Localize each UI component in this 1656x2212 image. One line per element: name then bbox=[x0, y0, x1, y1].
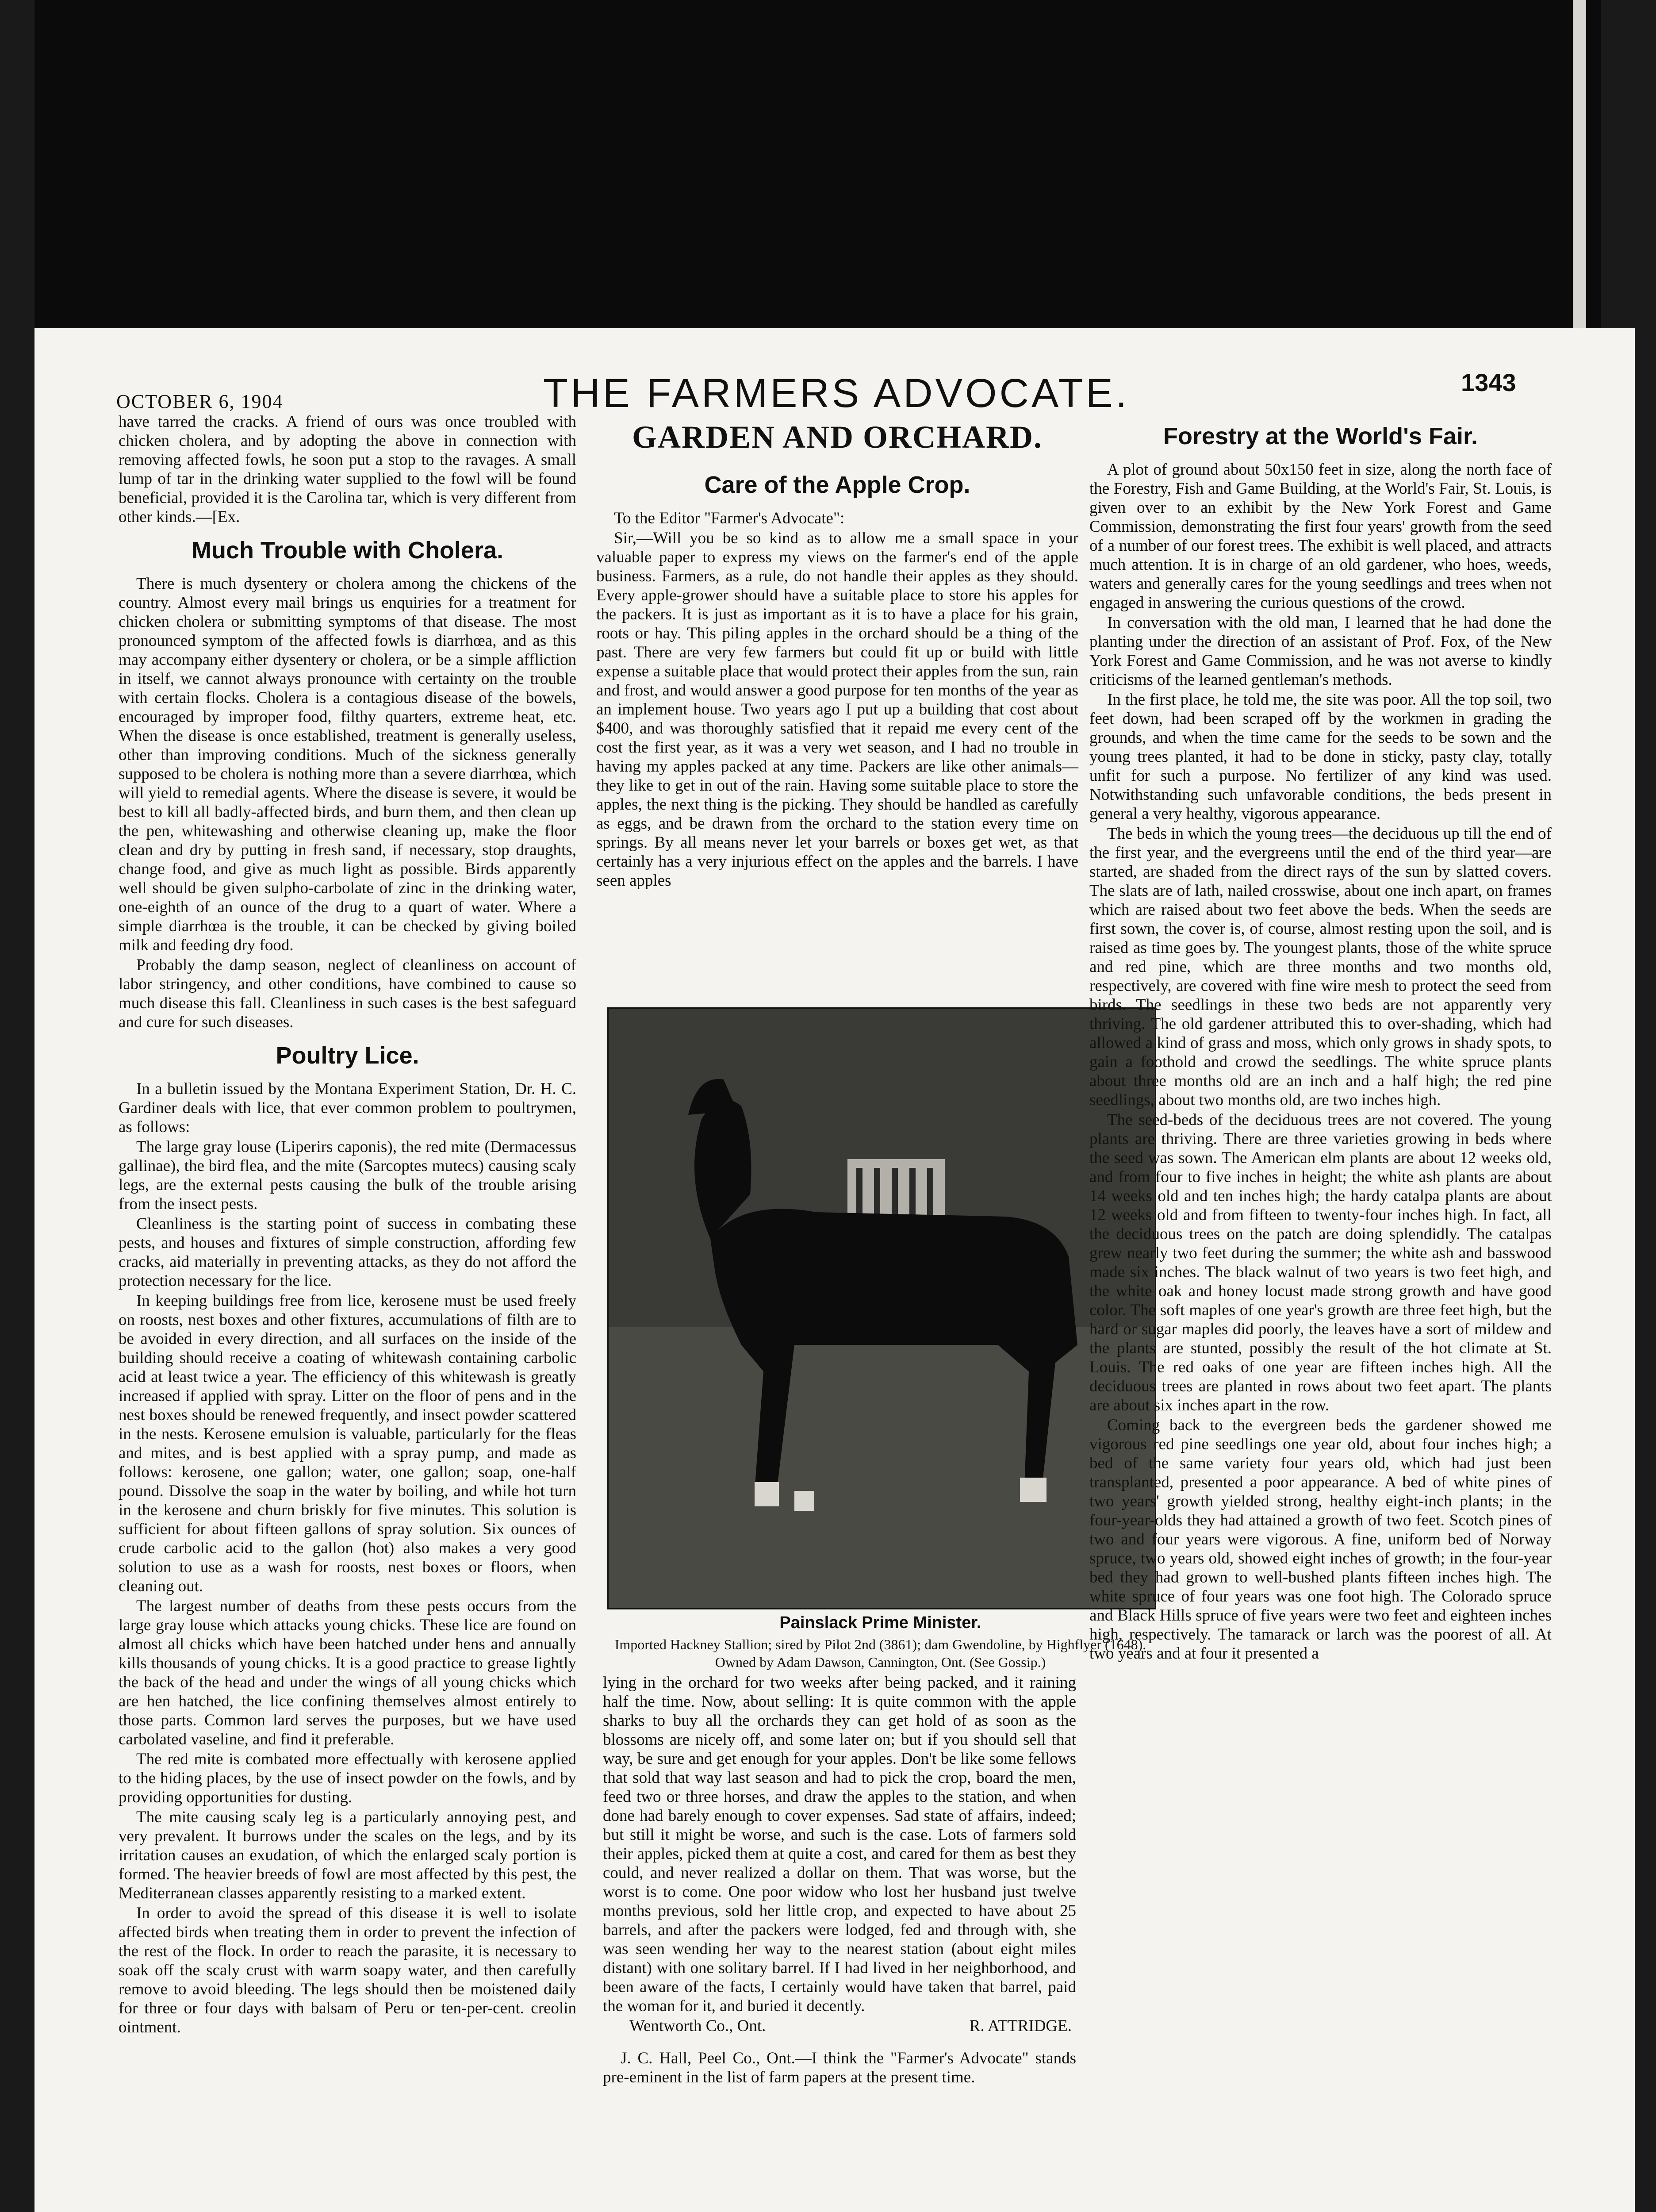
paragraph: The beds in which the young trees—the deciduous up till the end of the first year, and the evergreens until the end of the third year—are started, are shaded from the direct rays of the sun by slatted covers. The slats are of lath, nailed crosswise, about one inch apart, on frames which are raised about two feet above the beds. When the seeds are first sown, the cover is, of course, almost resting upon the soil, and is raised as time goes by. The youngest plants, those of the white spruce and red pine, which are three months and two months old, respectively, are covered with fine wire mesh to protect the seed from birds. The seedlings in these two beds are not apparently very thriving. The old gardener attributed this to over-shading, which had allowed a kind of grass and moss, which only grows in shady spots, to gain a foothold and crowd the seedlings. The white spruce plants about three months old are an inch and a half high; the red pine seedlings, about two months old, are two inches high. bbox=[1089, 825, 1552, 1109]
paragraph: lying in the orchard for two weeks after being packed, and it raining half the time. Now, about selling: It is quite common with the apple sharks to buy all the orchards they can get hold of as soon as the blossoms are nicely off, and some later on; but if you should sell that way, be sure and get enough for your apples. Don't be like some fellows that sold that way last season and had to pick the crop, board the men, feed two or three horses, and draw the apples to the station, and when done had barely enough to cover expenses. Sad state of affairs, indeed; but still it might be worse, and such is the case. Lots of farmers sold their apples, picked them at quite a cost, and cared for them as best they could, and never realized a dollar on them. That was worse, but the worst is to come. One poor widow who lost her husband just twelve months previous, sold her little crop, and expected to have about 25 barrels, and after the packers were lodged, fed and through with, she was seen wending her way to the nearest station (about eight miles distant) with one solitary barrel. If I had lived in her neighborhood, and been aware of the facts, I certainly would have taken that barrel, paid the woman for it, and buried it decently. bbox=[603, 1674, 1076, 2015]
article-intro: have tarred the cracks. A friend of ours was once troubled with chicken cholera, and by adopting the above in connection with removing affected fowls, he soon put a stop to the ravages. A small lump of tar in the drinking water supplied to the fowl will be found beneficial, provided it is the Carolina tar, which is very different from other kinds.—[Ex. bbox=[119, 413, 576, 526]
paragraph: In conversation with the old man, I learned that he had done the planting under the direction of an assistant of Prof. Fox, of the New York Forest and Game Commission, and he was not averse to kindly criticisms of the learned gentleman's methods. bbox=[1089, 614, 1552, 689]
issue-date: OCTOBER 6, 1904 bbox=[116, 391, 284, 412]
scan-margin-left bbox=[0, 0, 34, 2212]
photo-caption-line: Imported Hackney Stallion; sired by Pilot 2nd (3861); dam Gwendoline, by Highflyer (1648). bbox=[614, 1636, 1146, 1652]
paragraph: The mite causing scaly leg is a particularly annoying pest, and very prevalent. It burrows under the scales on the legs, and by its irritation causes an exudation, of which the enlarged scaly portion is formed. The heavier breeds of fowl are most affected by this pest, the Mediterranean classes apparently resisting to a marked extent. bbox=[119, 1808, 576, 1902]
paragraph: A plot of ground about 50x150 feet in size, along the north face of the Forestry, Fish and Game Building, at the World's Fair, St. Louis, is given over to an exhibit by the New York Forest and Game Commission, demonstrating the first four years' growth from the seed of a number of our forest trees. The exhibit is well placed, and attracts much attention. It is in charge of an old gardener, who hoes, weeds, waters and generally cares for the young seedlings and trees when not engaged in answering the curious questions of the crowd. bbox=[1089, 461, 1552, 612]
photo-caption-line: Owned by Adam Dawson, Cannington, Ont. (See Gossip.) bbox=[715, 1654, 1046, 1670]
paragraph: Cleanliness is the starting point of success in combating these pests, and houses and fixtures of simple construction, affording few cracks, aid materially in preventing attacks, as they do not afford the protection necessary for the lice. bbox=[119, 1215, 576, 1290]
publication-title: THE FARMERS ADVOCATE. bbox=[543, 371, 1130, 416]
paragraph: In order to avoid the spread of this disease it is well to isolate affected birds when treating them in order to prevent the infection of the rest of the flock. In order to reach the parasite, it is necessary to soak off the scaly crust with warm soapy water, and then carefully remove to avoid bleeding. The legs should then be moistened daily for three or four days with balsam of Peru or ten-per-cent. creolin ointment. bbox=[119, 1904, 576, 2036]
section-title: GARDEN AND ORCHARD. bbox=[632, 419, 1043, 455]
paragraph: In the first place, he told me, the site was poor. All the top soil, two feet down, had been scraped off by the workmen in grading the grounds, and when the time came for the seeds to be sown and the young trees planted, it had to be done in sticky, pasty clay, totally unfit for such a purpose. No fertilizer of any kind was used. Notwithstanding such unfavorable conditions, the beds present in general a very healthy, vigorous appearance. bbox=[1089, 691, 1552, 823]
column-middle-bottom bbox=[603, 1673, 1076, 2088]
column-left bbox=[119, 412, 576, 2038]
horse-photograph bbox=[607, 1007, 1156, 1609]
photo-caption-title: Painslack Prime Minister. bbox=[779, 1613, 981, 1632]
column-middle-top bbox=[596, 461, 1078, 891]
paragraph: Sir,—Will you be so kind as to allow me a small space in your valuable paper to express my views on the farmer's end of the apple business. Farmers, as a rule, do not handle their apples as they should. Every apple-grower should have a suitable place to store his apples for the packers. It is just as important as it is to have a place for his grain, roots or hay. This piling apples in the orchard should be a thing of the past. There are very few farmers but could fit up or build with little expense a suitable place that would protect their apples from the sun, rain and frost, and would answer a good purpose for ten months of the year as an implement house. Two years ago I put up a building that cost about $400, and was thoroughly satisfied that it repaid me every cent of the cost the first year, as it was a very wet season, and I had no trouble in having my apples packed at any time. Packers are like other animals—they like to get in out of the rain. Having some suitable place to store the apples, the next thing is the picking. They should be handled as carefully as eggs, and be drawn from the orchard to the station every time on springs. By all means never let your barrels or boxes get wet, as that certainly has a very injurious effect on the apples and the barrels. I have seen apples bbox=[596, 529, 1078, 890]
paragraph: In a bulletin issued by the Montana Experiment Station, Dr. H. C. Gardiner deals with lice, that ever common problem to poultrymen, as follows: bbox=[119, 1080, 576, 1136]
signature-place: Wentworth Co., Ont. bbox=[629, 2017, 766, 2035]
signature-line bbox=[603, 2016, 1076, 2035]
paragraph: The large gray louse (Liperirs caponis), the red mite (Dermacessus gallinae), the bird flea, and the mite (Sarcoptes mutecs) causing scaly legs, are the external pests causing the bulk of the trouble arising from the insect pests. bbox=[119, 1138, 576, 1213]
editor-salutation: To the Editor "Farmer's Advocate": bbox=[614, 509, 845, 527]
headline-cholera: Much Trouble with Cholera. bbox=[191, 537, 504, 564]
paragraph: J. C. Hall, Peel Co., Ont.—I think the "Farmer's Advocate" stands pre-eminent in the list of farm papers at the present time. bbox=[603, 2049, 1076, 2086]
paragraph: Coming back to the evergreen beds the gardener showed me vigorous red pine seedlings one year old, about four inches high; a bed of the same variety four years old, which had just been transplanted, presented a poor appearance. A bed of white pines of two years' growth yielded strong, healthy eight-inch plants; in the four-year-olds they had attained a growth of two feet. Scotch pines of two and four years were vigorous. A fine, uniform bed of Norway spruce, two years old, showed eight inches of growth; in the four-year bed they had grown to well-bushed plants fifteen inches high. The white spruce of four years was one foot high. The Colorado spruce and Black Hills spruce of five years were two feet and eighteen inches high, respectively. The tamarack or larch was the poorest of all. At two years and at four it presented a bbox=[1089, 1416, 1552, 1663]
paragraph: In keeping buildings free from lice, kerosene must be used freely on roosts, nest boxes and other fixtures, accumulations of filth are to be avoided in every direction, and all surfaces on the inside of the building should receive a coating of whitewash containing carbolic acid at least twice a year. The efficiency of this whitewash is greatly increased if applied with spray. Litter on the floor of pens and in the nest boxes should be renewed frequently, and insect powder scattered in the nests. Kerosene emulsion is valuable, particularly for the fleas and mites, and is best applied with a spray pump, and made as follows: kerosene, one gallon; water, one gallon; soap, one-half pound. Dissolve the soap in the water by boiling, and while hot turn in the kerosene and churn briskly for five minutes. This solution is sufficient for about fifteen gallons of spray solution. Six ounces of crude carbolic acid to the gallon (hot) also makes a very good solution to use as a wash for roosts, nest boxes or floors, when cleaning out. bbox=[119, 1292, 576, 1595]
horse-image bbox=[609, 1009, 1155, 1608]
paragraph: The red mite is combated more effectually with kerosene applied to the hiding places, by the use of insect powder on the fowls, and by providing opportunities for dusting. bbox=[119, 1750, 576, 1806]
paragraph: The seed-beds of the deciduous trees are not covered. The young plants are thriving. There are three varieties growing in beds where the seed was sown. The American elm plants are about 12 weeks old, and from four to five inches in height; the white ash plants are about 14 weeks old and ten inches high; the hardy catalpa plants are about 12 weeks old and from fifteen to twenty-four inches high. In fact, all the deciduous trees on the patch are doing splendidly. The catalpas grew nearly two feet during the summer; the white ash and basswood made six inches. The black walnut of two years is two feet high, and the white oak and honey locust made strong growth and have good color. The soft maples of one year's growth are three feet high, but the hard or sugar maples did poorly, the leaves have a sort of mildew and the plants are stunted, possibly the result of the hot climate at St. Louis. The red oaks of one year are fifteen inches high. All the deciduous trees are planted in rows about two feet apart. The plants are about six inches apart in the row. bbox=[1089, 1111, 1552, 1414]
column-right bbox=[1089, 412, 1552, 1664]
signature-name: R. ATTRIDGE. bbox=[969, 2017, 1072, 2035]
headline-poultry-lice: Poultry Lice. bbox=[276, 1042, 419, 1069]
paragraph: Probably the damp season, neglect of cleanliness on account of labor stringency, and other conditions, have combined to cause so much disease this fall. Cleanliness in such cases is the best safeguard and cure for such diseases. bbox=[119, 956, 576, 1031]
headline-forestry: Forestry at the World's Fair. bbox=[1163, 423, 1478, 449]
paragraph: The largest number of deaths from these pests occurs from the large gray louse which attacks young chicks. These lice are found on almost all chicks which have been hatched under hens and annually kills thousands of young chicks. It is a good practice to grease lightly the back of the head and under the wings of all young chicks which are hen hatched, the lice confining themselves almost entirely to those parts. Common lard serves the purposes, but we have used carbolated vaseline, and find it preferable. bbox=[119, 1597, 576, 1748]
paragraph: There is much dysentery or cholera among the chickens of the country. Almost every mail brings us enquiries for a treatment for chicken cholera or submitting symptoms of that disease. The most pronounced symptom of the affected fowls is diarrhœa, and as this may accompany either dysentery or cholera, or be a simple affliction in itself, we cannot always pronounce with certainty on the trouble with certain flocks. Cholera is a contagious disease of the bowels, encouraged by improper food, filthy quarters, extreme heat, etc. When the disease is once established, treatment is generally useless, other than improving conditions. Much of the sickness generally supposed to be cholera is nothing more than a severe diarrhœa, which will yield to remedial agents. Where the disease is severe, it would be best to kill all badly-affected birds, and burn them, and then clean up the pen, whitewashing and otherwise cleaning up, make the floor clean and dry by putting in fresh sand, if necessary, stop draughts, change food, and give as much light as possible. Birds apparently well should be given sulpho-carbolate of zinc in the drinking water, one-eighth of an ounce of the drug to a quart of water. Where a simple diarrhœa is the trouble, it can be checked by giving boiled milk and feeding dry food. bbox=[119, 575, 576, 954]
headline-apple-crop: Care of the Apple Crop. bbox=[704, 472, 970, 498]
page-number: 1343 bbox=[1461, 369, 1516, 396]
photo-caption bbox=[607, 1636, 1154, 1671]
newspaper-page bbox=[34, 328, 1635, 2212]
